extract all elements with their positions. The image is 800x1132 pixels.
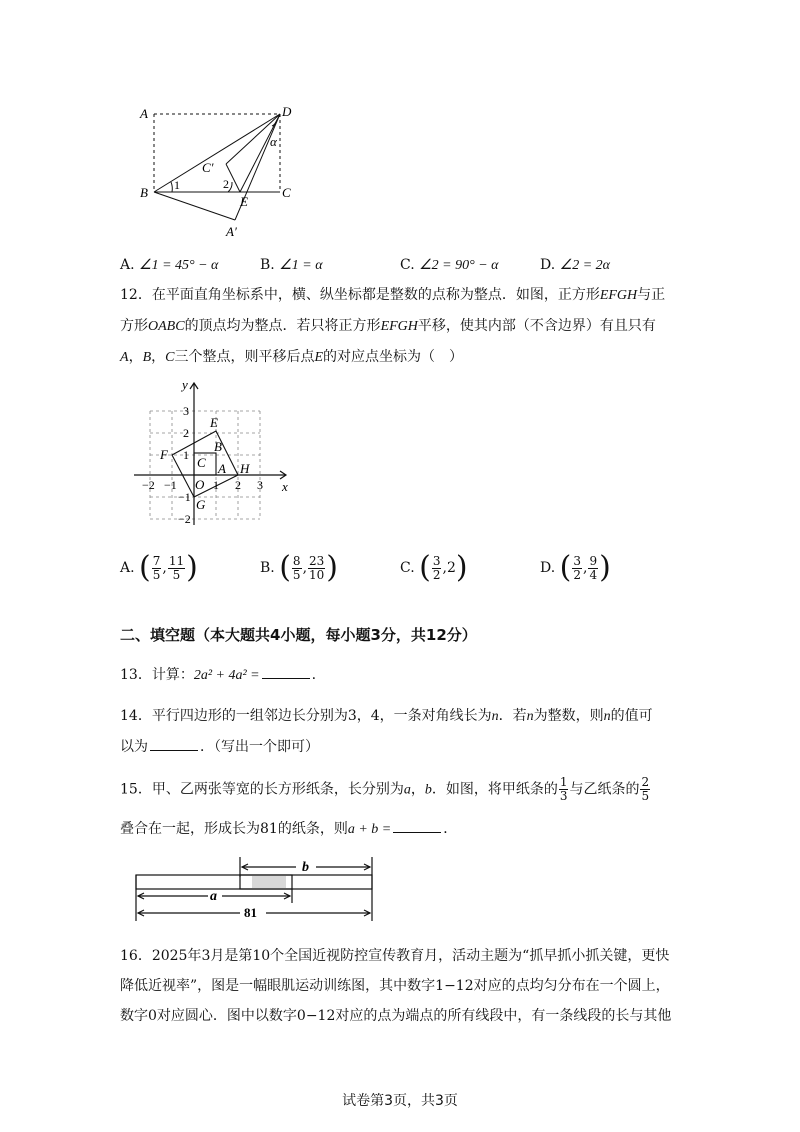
y-tick-2: 2 (183, 426, 189, 440)
strip-a-label: a (210, 889, 217, 904)
q12-option-b[interactable]: B. ( $\frac{8}{5}$ , $\frac{23}{10}$ ) (260, 550, 339, 585)
x-tick-3: 3 (257, 478, 263, 492)
label-D: D (282, 104, 292, 119)
q11-option-a[interactable]: A. ∠1 = 45° − α (120, 257, 219, 273)
axis-y-label: y (182, 377, 188, 392)
q11-option-d[interactable]: D. ∠2 = 2α (540, 257, 610, 273)
page-footer: 试卷第3页，共3页 (342, 1093, 458, 1109)
point-C: C (197, 455, 206, 470)
strip-b-label: b (302, 860, 309, 875)
figure-rectangle-fold (130, 96, 310, 246)
x-tick-2: 2 (235, 478, 241, 492)
label-alpha: α (270, 134, 277, 149)
q12-option-d[interactable]: D. ( $\frac{3}{2}$ , $\frac{9}{4}$ ) (540, 550, 611, 585)
figure-coordinate-grid (128, 375, 298, 535)
label-angle-2: 2 (223, 177, 229, 191)
q11-option-b[interactable]: B. ∠1 = α (260, 257, 323, 273)
label-C: C (282, 185, 291, 200)
q14-line-2: 以为 ．（写出一个即可） (120, 736, 319, 757)
x-tick-neg2: −2 (142, 478, 155, 492)
y-tick-neg1: −1 (178, 490, 191, 504)
q15-line-1: 15．甲、乙两张等宽的长方形纸条，长分别为a，b．如图，将甲纸条的 $\frac{1}{3}$ 与乙纸条的 $\frac{2}{5}$ (120, 775, 650, 803)
q15-answer-blank[interactable] (393, 818, 441, 833)
q13: 13．计算：2a² + 4a² = . (120, 664, 316, 686)
y-tick-3: 3 (183, 404, 189, 418)
q16-line-1: 16．2025年3月是第10个全国近视防控宣传教育月，活动主题为“抓早抓小抓关键，更快 (120, 948, 670, 964)
label-A: A (140, 106, 148, 121)
label-C-prime: C′ (202, 160, 214, 175)
figure-paper-strips (132, 855, 382, 930)
point-A: A (218, 461, 226, 476)
section-heading-fill-in: 二、填空题（本大题共4小题，每小题3分，共12分） (120, 626, 477, 644)
label-A-prime: A′ (226, 224, 237, 239)
label-angle-1: 1 (174, 178, 180, 192)
point-G: G (196, 497, 206, 512)
q16-line-3: 数字0对应圆心．图中以数字0−12对应的点为端点的所有线段中，有一条线段的长与其他 (120, 1008, 672, 1024)
q14-line-1: 14．平行四边形的一组邻边长分别为3，4，一条对角线长为n．若n为整数，则n的值可 (120, 708, 653, 724)
x-tick-1: 1 (213, 478, 219, 492)
q12-line-3: A，B，C三个整点，则平移后点E的对应点坐标为（ ） (120, 349, 464, 365)
point-O: O (195, 477, 205, 492)
x-tick-neg1: −1 (164, 478, 177, 492)
strip-total-label: 81 (244, 905, 257, 920)
point-H: H (240, 461, 250, 476)
q14-answer-blank[interactable] (150, 736, 198, 751)
point-B: B (214, 439, 222, 454)
label-E: E (240, 194, 248, 209)
y-tick-1: 1 (183, 448, 189, 462)
q12-line-1: 12．在平面直角坐标系中，横、纵坐标都是整数的点称为整点．如图，正方形EFGH与正 (120, 287, 666, 303)
q15-line-2: 叠合在一起，形成长为81的纸条，则a + b = ． (120, 818, 457, 840)
q12-option-c[interactable]: C. ( $\frac{3}{2}$ ,2) (400, 550, 468, 585)
point-F: F (160, 447, 168, 462)
q11-option-c[interactable]: C. ∠2 = 90° − α (400, 257, 499, 273)
q12-option-a[interactable]: A. ( $\frac{7}{5}$ , $\frac{11}{5}$ ) (120, 550, 198, 585)
axis-x-label: x (282, 479, 288, 494)
q16-line-2: 降低近视率”，图是一幅眼肌运动训练图，其中数字1−12对应的点均匀分布在一个圆上， (120, 978, 670, 994)
y-tick-neg2: −2 (178, 512, 191, 526)
label-B: B (140, 185, 148, 200)
q12-line-2: 方形OABC的顶点均为整点．若只将正方形EFGH平移，使其内部（不含边界）有且只有 (120, 318, 656, 334)
q13-answer-blank[interactable] (262, 664, 310, 679)
point-E: E (210, 415, 218, 430)
